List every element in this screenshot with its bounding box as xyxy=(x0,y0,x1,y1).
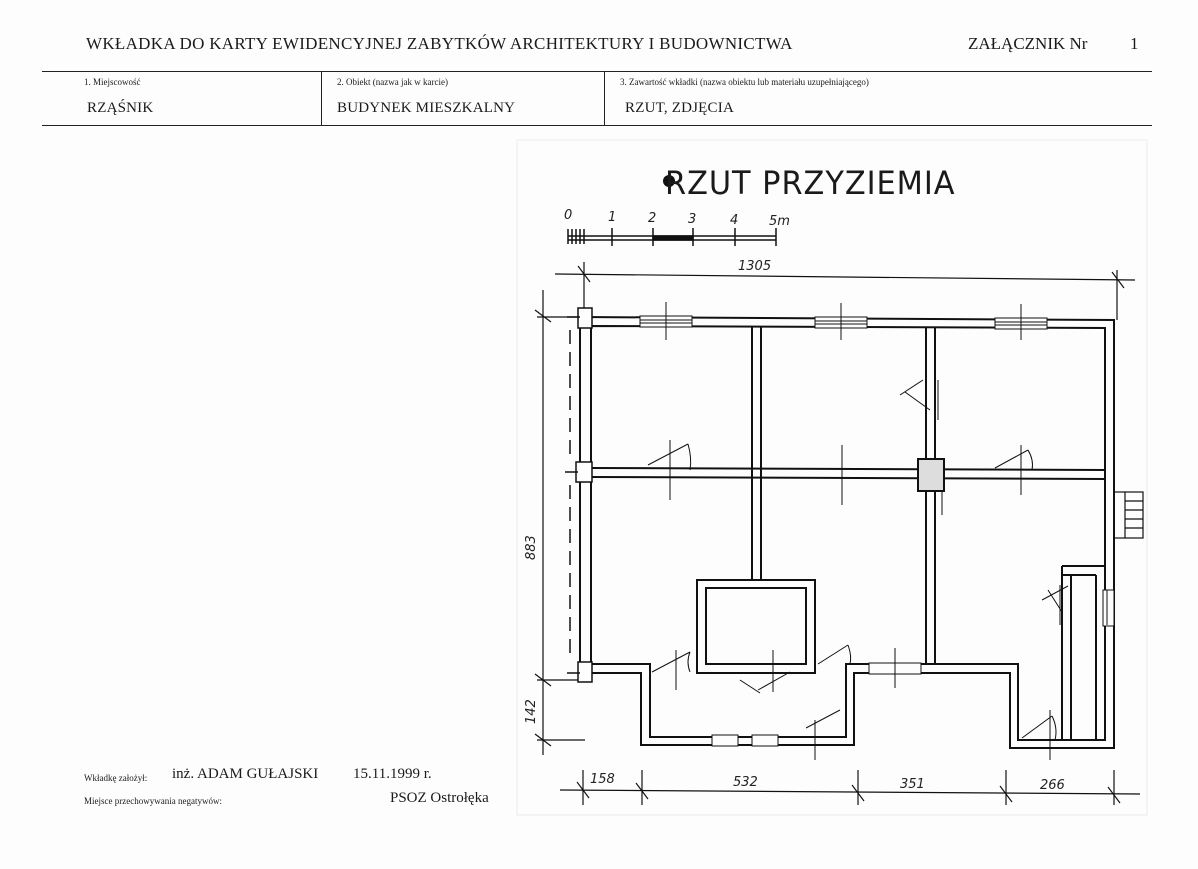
field-label-locality: 1. Miejscowość xyxy=(84,77,141,87)
dimension-bottom-label-3: 351 xyxy=(900,777,925,792)
author-label: Wkładkę założył: xyxy=(84,773,148,783)
dimension-left-label-1: 883 xyxy=(524,535,539,560)
dimension-top xyxy=(555,262,1135,320)
scale-tick-4: 4 xyxy=(730,213,739,228)
dimension-left-label-2: 142 xyxy=(524,699,539,724)
field-value-locality: RZĄŚNIK xyxy=(87,100,154,116)
annex-number: 1 xyxy=(1130,34,1139,53)
negatives-location: PSOZ Ostrołęka xyxy=(390,790,489,806)
annex-label: ZAŁĄCZNIK Nr xyxy=(968,34,1088,53)
dimension-bottom-label-2: 532 xyxy=(733,775,758,790)
field-label-contents: 3. Zawartość wkładki (nazwa obiektu lub materiału uzupełniającego) xyxy=(620,77,869,87)
door-swings xyxy=(648,380,1068,740)
scale-tick-0: 0 xyxy=(564,208,573,223)
record-date: 15.11.1999 r. xyxy=(353,766,432,782)
scale-tick-3: 3 xyxy=(688,212,697,227)
dimension-top-label: 1305 xyxy=(738,259,772,274)
windows xyxy=(640,316,1114,746)
entrance-steps xyxy=(1113,492,1143,538)
scale-tick-2: 2 xyxy=(648,211,657,226)
window-axes xyxy=(666,302,1107,760)
dimension-bottom-label-1: 158 xyxy=(590,772,615,787)
negatives-label: Miejsce przechowywania negatywów: xyxy=(84,796,222,806)
dimension-bottom-label-4: 266 xyxy=(1040,778,1065,793)
scale-tick-5: 5m xyxy=(769,214,790,229)
chimney xyxy=(918,459,944,491)
scale-tick-1: 1 xyxy=(608,210,617,225)
dimension-left xyxy=(535,290,585,755)
plan-title: RZUT PRZYZIEMIA xyxy=(665,164,956,202)
field-value-object: BUDYNEK MIESZKALNY xyxy=(337,100,516,116)
wall-posts xyxy=(565,308,592,682)
field-label-object: 2. Obiekt (nazwa jak w karcie) xyxy=(337,77,448,87)
field-value-contents: RZUT, ZDJĘCIA xyxy=(625,100,734,116)
scale-bar xyxy=(568,228,776,246)
author-name: inż. ADAM GUŁAJSKI xyxy=(172,766,319,782)
building-walls xyxy=(580,317,1114,748)
form-title: WKŁADKA DO KARTY EWIDENCYJNEJ ZABYTKÓW ARCHITEKTURY I BUDOWNICTWA xyxy=(86,34,793,53)
